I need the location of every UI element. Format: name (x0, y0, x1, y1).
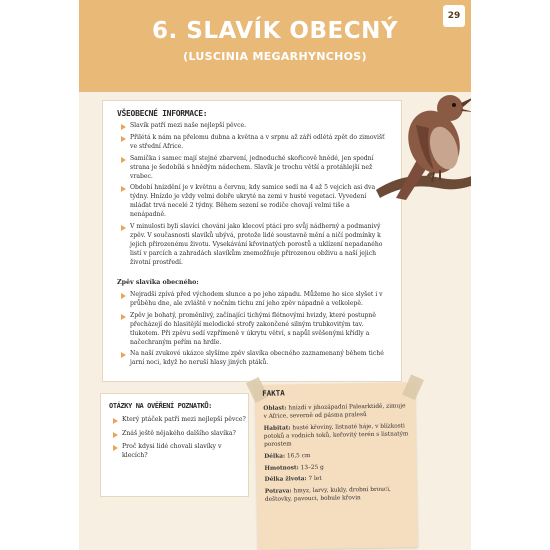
singing-list (121, 291, 386, 371)
list-item: Období hnízdění je v květnu a červnu, kdy samice sedí na 4 až 5 vejcích asi dva týdny. Hnízdo je vždy velmi dobře ukryté na zemi v husté vegetaci. Vyvedení mláďat trvá necelé 2 týdny. Během sezení se rodiče chovají velmi tiše a nenápadně. (121, 184, 386, 220)
general-info-heading: VŠEOBECNÉ INFORMACE: (117, 109, 208, 118)
tape-strip (402, 374, 424, 400)
list-item: Přilétá k nám na přelomu dubna a května a v srpnu až září odlétá zpět do zimovišť ve střední Africe. (121, 134, 386, 152)
page-number: 29 (443, 5, 465, 27)
fact-item (265, 485, 410, 504)
fact-label: Potrava: (264, 488, 292, 495)
facts-note (255, 382, 418, 550)
fact-value: hnízdí v jihozápadní Palearktidě, zimuje v Africe, severně od pásma pralesů (263, 403, 406, 421)
fact-item (264, 450, 409, 461)
general-info-card (102, 100, 402, 382)
fact-label: Délka: (264, 453, 286, 460)
fact-value: 13–25 g (300, 464, 324, 471)
fact-value: 16,5 cm (286, 453, 311, 460)
general-info-list (121, 122, 386, 271)
nightingale-illustration (366, 70, 471, 215)
latin-name: (LUSCINIA MEGARHYNCHOS) (183, 50, 367, 63)
book-page (79, 0, 471, 550)
review-questions-card (100, 393, 249, 497)
list-item: Na naší zvukové ukázce slyšíme zpěv slavíka obecného zaznamenaný během tiché jarní noci, když ho neruší hlasy jiných ptáků. (121, 350, 386, 368)
fact-value: hmyz, larvy, kukly, drobní brouci, deštovky, pavouci, bobule křovin (264, 486, 391, 504)
fact-label: Oblast: (263, 405, 287, 412)
singing-heading: Zpěv slavíka obecného: (117, 279, 199, 286)
list-item: Který ptáček patří mezi nejlepší pěvce? (113, 416, 248, 425)
page-title: 6. SLAVÍK OBECNÝ (152, 18, 398, 44)
facts-heading: FAKTA (262, 388, 285, 398)
fact-label: Habitat: (263, 425, 291, 432)
fact-label: Délka života: (264, 476, 307, 484)
list-item: Proč kdysi lidé chovali slavíky v klecích? (113, 443, 248, 460)
fact-item (263, 402, 408, 421)
questions-heading: OTÁZKY NA OVĚŘENÍ POZNATKŮ: (109, 402, 212, 410)
fact-item (264, 422, 409, 449)
fact-value: 7 let (308, 476, 322, 483)
list-item: Samička i samec mají stejné zbarvení, jednoduché skořicově hnědé, jen spodní strana je šedobílá s hnědým nádechem. Slavík je trochu větší a protáhlejší než vrabec. (121, 155, 386, 182)
list-item: V minulosti byli slavíci chováni jako klecoví ptáci pro svůj nádherný a podmanivý zpěv. V současnosti slavíků ubývá, protože lidé soustavně mění a ničí podmínky k jejich přirozenému životu. Vysekávání křovinatých porostů a uklízení nepadaného listí v parcích a zahradách slavíkům znemožňuje přirozenou obživu a naší jejich životní prostředí. (121, 223, 386, 268)
list-item: Slavík patří mezi naše nejlepší pěvce. (121, 122, 386, 131)
list-item: Nejradši zpívá před východem slunce a po jeho západu. Můžeme ho sice slyšet i v průběhu dne, ale zvláště v nočním tichu zní jeho zpěv nápadně a velkolepě. (121, 291, 386, 309)
fact-item (265, 474, 410, 485)
questions-list (113, 416, 248, 465)
list-item: Zpěv je bohatý, proměnlivý, začínající tichými flétnovými hvizdy, které postupně přecházejí do hlasitější melodické strofy zakončené silným trubkovitým tav. tlukotem. Při zpěvu sedí vzpřímeně v úkrytu větví, s napůl svěšenými křídly a načechraným peřím na hrdle. (121, 312, 386, 348)
facts-list (263, 402, 410, 508)
list-item: Znáš ještě nějakého dalšího slavíka? (113, 430, 248, 439)
fact-label: Hmotnost: (264, 464, 299, 472)
fact-item (264, 462, 409, 473)
fact-value: husté křoviny, listnaté háje, v blízkosti potoků a vodních toků, keřovitý terén s listnatým porostem (263, 423, 409, 449)
